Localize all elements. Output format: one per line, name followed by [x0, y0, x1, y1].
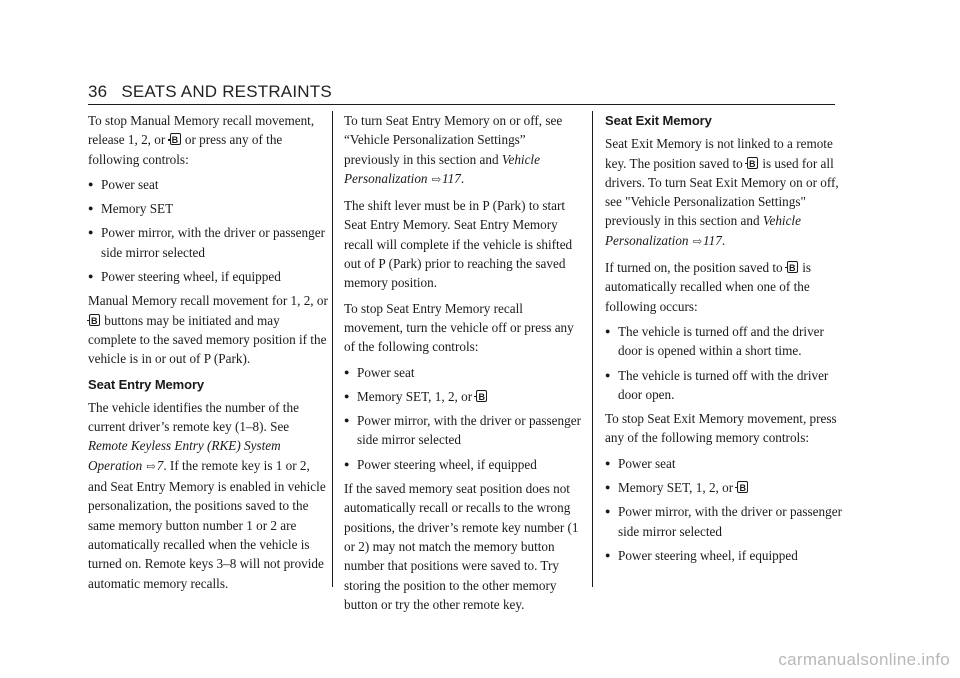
list-item-text: Power seat [618, 455, 676, 471]
paragraph: The shift lever must be in P (Park) to start Seat Entry Memory. Seat Entry Memory recall will complete if the vehicle is shifted out of P (Park) prior to reaching the saved memory position. [344, 198, 573, 291]
text: Seat Exit Memory is not linked to a remote key. The position saved to [605, 136, 833, 171]
watermark: carmanualsonline.info [778, 650, 950, 669]
list-item-text: Power seat [101, 176, 159, 192]
text: is used for all drivers. To turn Seat Exit Memory on or off, see "Vehicle Personalization Settings" previously in this section and [605, 155, 839, 229]
list-item-text: The vehicle is turned off with the driver door open. [618, 367, 829, 402]
page-reference-arrow-icon: ⇨ [431, 173, 442, 186]
bullet-icon: ● [88, 203, 94, 214]
paragraph [88, 398, 328, 593]
list-item [605, 502, 845, 541]
list-item [605, 454, 845, 473]
text: buttons may be initiated and may complete to the saved memory position if the vehicle is in or out of P (Park). [88, 312, 327, 367]
bullet-icon: ● [605, 457, 611, 468]
memory-b-button-icon [787, 261, 798, 273]
text: Memory SET, 1, 2, or [618, 480, 734, 496]
list-item-text: Power steering wheel, if equipped [357, 456, 537, 472]
page-header [88, 82, 332, 102]
link-text: Vehicle Personalization [344, 151, 540, 186]
header-rule [88, 104, 835, 105]
bullet-icon: ● [88, 227, 94, 238]
list-item-text: Power seat [357, 364, 415, 380]
bullet-icon: ● [605, 506, 611, 517]
paragraph [88, 111, 328, 169]
text: Memory SET, 1, 2, or [357, 388, 473, 404]
list-item [88, 267, 328, 286]
list-item-text: Power steering wheel, if equipped [101, 269, 281, 285]
bullet-icon: ● [344, 366, 350, 377]
text: To turn Seat Entry Memory on or off, see “Vehicle Personalization Settings” previously in this section and [344, 113, 563, 167]
paragraph: If the saved memory seat position does not automatically recall or recalls to the wrong positions, the driver’s remote key number (1 or 2) may not match the memory button number that positions were saved to. Try storing the position to the other memory button or try the other remote key. [344, 481, 579, 612]
column-2 [344, 111, 584, 620]
page-ref-number: 7 [156, 457, 164, 473]
list-item [344, 363, 584, 382]
page-ref-number: 117 [442, 170, 461, 186]
list-item [344, 455, 584, 474]
list-item-text [618, 478, 845, 497]
column-divider [592, 111, 593, 587]
text: . [721, 232, 726, 248]
text: or press any of the following controls: [88, 132, 283, 167]
list-item [605, 478, 845, 497]
section-title: SEATS AND RESTRAINTS [121, 82, 332, 101]
text: is automatically recalled when one of the following occurs: [605, 260, 812, 314]
bullet-icon: ● [605, 369, 611, 380]
column-1 [88, 111, 328, 599]
bullet-icon: ● [344, 415, 350, 426]
text: . [460, 170, 465, 186]
list-item [88, 199, 328, 218]
list-item [88, 223, 328, 262]
list-item-text: Power mirror, with the driver or passenger side mirror selected [357, 413, 581, 448]
section-heading: Seat Exit Memory [605, 113, 712, 128]
memory-b-button-icon [89, 314, 100, 326]
text: . If the remote key is 1 or 2, and Seat Entry Memory is enabled in vehicle personalization, the positions saved to the same memory button number 1 or 2 are automatically recalled when the vehicle is turned on. Remote keys 3–8 will not provide automatic memory recalls. [88, 457, 326, 591]
page-reference-arrow-icon: ⇨ [692, 235, 703, 248]
memory-b-button-icon [747, 157, 758, 169]
bullet-icon: ● [344, 390, 350, 401]
bullet-icon: ● [605, 482, 611, 493]
paragraph [344, 111, 584, 190]
text: The vehicle identifies the number of the current driver’s remote key (1–8). See [88, 399, 299, 435]
bullet-icon: ● [605, 325, 611, 336]
bullet-icon: ● [88, 178, 94, 189]
link-text: Vehicle Personalization [605, 213, 801, 248]
link-text: Remote Keyless Entry (RKE) System Operation [88, 438, 281, 473]
memory-b-button-icon [737, 481, 748, 493]
list-item-text: Power mirror, with the driver or passenger side mirror selected [618, 504, 842, 539]
page-number: 36 [88, 82, 108, 101]
list-item [344, 411, 584, 450]
bullet-icon: ● [605, 549, 611, 560]
list-item [88, 175, 328, 194]
list-item-text: The vehicle is turned off and the driver door is opened within a short time. [618, 323, 824, 359]
list-item-text: Power steering wheel, if equipped [618, 547, 798, 563]
paragraph: To stop Seat Entry Memory recall movement, turn the vehicle off or press any of the following controls: [344, 300, 574, 355]
bullet-icon: ● [88, 271, 94, 282]
paragraph [88, 291, 328, 368]
text: Manual Memory recall movement for 1, 2, or [88, 293, 328, 309]
column-divider [332, 111, 333, 587]
memory-b-button-icon [170, 133, 181, 145]
list-item [344, 387, 584, 406]
column-3 [605, 111, 845, 570]
list-item [605, 366, 845, 405]
section-heading: Seat Entry Memory [88, 376, 205, 392]
list-item [605, 322, 845, 361]
paragraph: To stop Seat Exit Memory movement, press any of the following memory controls: [605, 411, 837, 446]
memory-b-button-icon [476, 390, 487, 402]
paragraph [605, 134, 845, 252]
page-reference-arrow-icon: ⇨ [146, 460, 156, 473]
list-item-text [357, 387, 584, 406]
text: If turned on, the position saved to [605, 260, 783, 276]
list-item-text: Power mirror, with the driver or passenger side mirror selected [101, 225, 325, 260]
bullet-icon: ● [344, 458, 350, 469]
list-item-text: Memory SET [101, 201, 174, 217]
paragraph [605, 258, 845, 316]
text: To stop Manual Memory recall movement, release 1, 2, or [88, 113, 315, 148]
page-ref-number: 117 [703, 232, 722, 248]
list-item [605, 546, 845, 565]
